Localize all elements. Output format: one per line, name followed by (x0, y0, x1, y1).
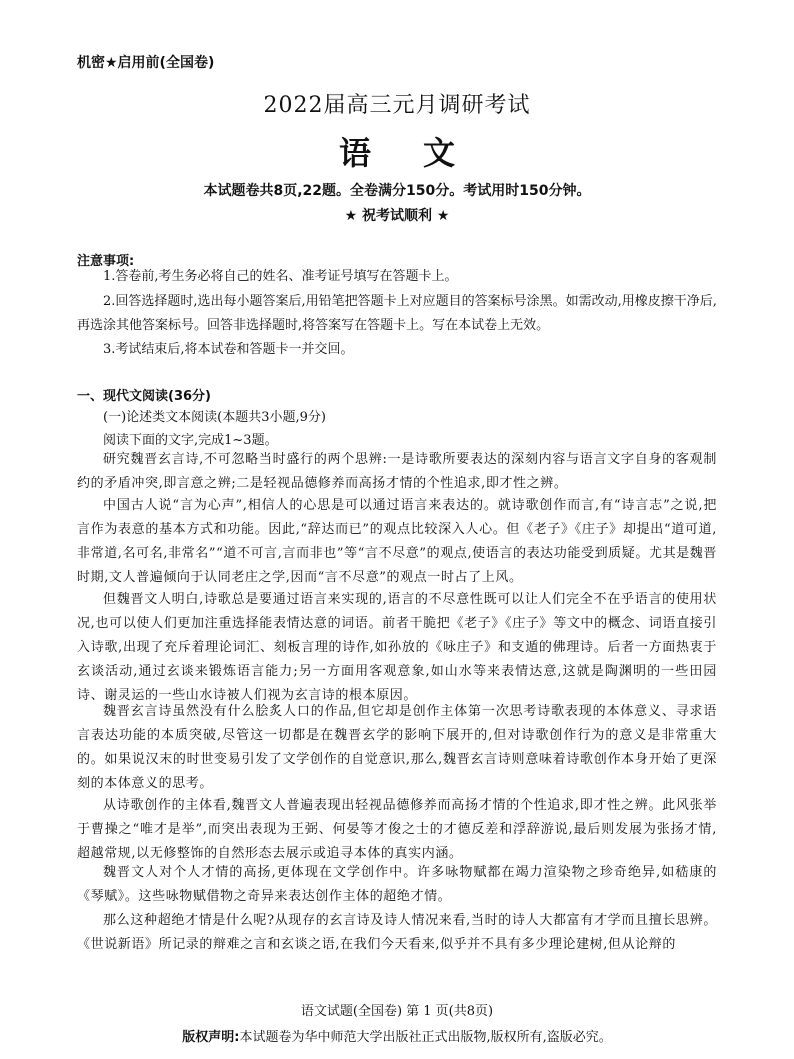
page-footer: 语文试题(全国卷) 第 1 页(共8页) (300, 1004, 494, 1019)
passage-paragraph: 但魏晋文人明白,诗歌总是要通过语言来实现的,语言的不尽意性既可以让人们完全不在乎语言的使用状况,也可以使人们更加注重选择能表情达意的词语。前者干脆把《老子》《庄子》等文中的概念、词语直接引入诗歌,出现了充斥着理论词汇、刻板言理的诗作,如孙放的《咏庄子》和支遁的佛理诗。后者一方面热衷于玄谈活动,通过玄谈来锻炼语言能力;另一方面用客观意象,如山水等来表情达意,这就是陶渊明的一些田园诗、谢灵运的一些山水诗被人们视为玄言诗的根本原因。 (77, 592, 717, 703)
exam-title: 2022届高三元月调研考试 (263, 93, 531, 118)
subject-title: 语文 (338, 134, 507, 172)
sub-section-heading: (一)论述类文本阅读(本题共3小题,9分) (103, 410, 326, 425)
passage-paragraph: 研究魏晋玄言诗,不可忽略当时盛行的两个思辨:一是诗歌所要表达的深刻内容与语言文字自身的客观制约的矛盾冲突,即言意之辨;二是轻视品德修养而高扬才情的个性追求,即才性之辨。 (77, 452, 717, 491)
note-item: 2.回答选择题时,选出每小题答案后,用铅笔把答题卡上对应题目的答案标号涂黑。如需改动,用橡皮擦干净后,再选涂其他答案标号。回答非选择题时,将答案写在答题卡上。写在本试卷上无效。 (77, 294, 717, 333)
notes-heading: 注意事项: (77, 254, 135, 269)
copyright-notice (0, 1026, 794, 1045)
note-item: 3.考试结束后,将本试卷和答题卡一并交回。 (103, 342, 354, 357)
reading-instruction: 阅读下面的文字,完成1~3题。 (103, 433, 278, 448)
passage-paragraph: 那么这种超绝才情是什么呢?从现存的玄言诗及诗人情况来看,当时的诗人大都富有才学而且擅长思辨。《世说新语》所记录的辩难之言和玄谈之语,在我们今天看来,似乎并不具有多少理论建树,但从论辩的 (77, 913, 717, 952)
passage-paragraph: 中国古人说“言为心声”,相信人的心思是可以通过语言来表达的。就诗歌创作而言,有“诗言志”之说,把言作为表意的基本方式和功能。因此,“辞达而已”的观点比较深入人心。但《老子》《庄子》却提出“道可道,非常道,名可名,非常名”“道不可言,言而非也”等“言不尽意”的观点,使语言的表达功能受到质疑。尤其是魏晋时期,文人普遍倾向于认同老庄之学,因而“言不尽意”的观点一时占了上风。 (77, 498, 717, 585)
confidential-label: 机密★启用前(全国卷) (77, 55, 215, 71)
passage-paragraph: 魏晋文人对个人才情的高扬,更体现在文学创作中。许多咏物赋都在竭力渲染物之珍奇绝异,如嵇康的《琴赋》。这些咏物赋借物之奇异来表达创作主体的超绝才情。 (77, 865, 717, 904)
exam-info: 本试题卷共8页,22题。全卷满分150分。考试用时150分钟。 (203, 183, 591, 199)
passage-paragraph: 从诗歌创作的主体看,魏晋文人普遍表现出轻视品德修养而高扬才情的个性追求,即才性之辨。此风张举于曹操之“唯才是举”,而突出表现为王弼、何晏等才俊之士的才德反差和浮辞游说,最后则发展为张扬才情,超越常规,以无修整饰的自然形态去展示或追寻本体的真实内涵。 (77, 798, 717, 861)
copyright-text: 本试题卷为华中师范大学出版社正式出版物,版权所有,盗版必究。 (239, 1030, 612, 1045)
note-item: 1.答卷前,考生务必将自己的姓名、准考证号填写在答题卡上。 (103, 269, 458, 284)
section-heading: 一、现代文阅读(36分) (77, 389, 211, 404)
good-luck-wish: ★ 祝考试顺利 ★ (344, 208, 450, 224)
copyright-label: 版权声明: (182, 1030, 240, 1045)
passage-paragraph: 魏晋玄言诗虽然没有什么脍炙人口的作品,但它却是创作主体第一次思考诗歌表现的本体意义、寻求语言表达功能的本质突破,尽管这一切都是在魏晋玄学的影响下展开的,但对诗歌创作行为的意义是非常重大的。如果说汉末的时世变易引发了文学创作的自觉意识,那么,魏晋玄言诗则意味着诗歌创作本身开始了更深刻的本体意义的思考。 (77, 704, 717, 791)
